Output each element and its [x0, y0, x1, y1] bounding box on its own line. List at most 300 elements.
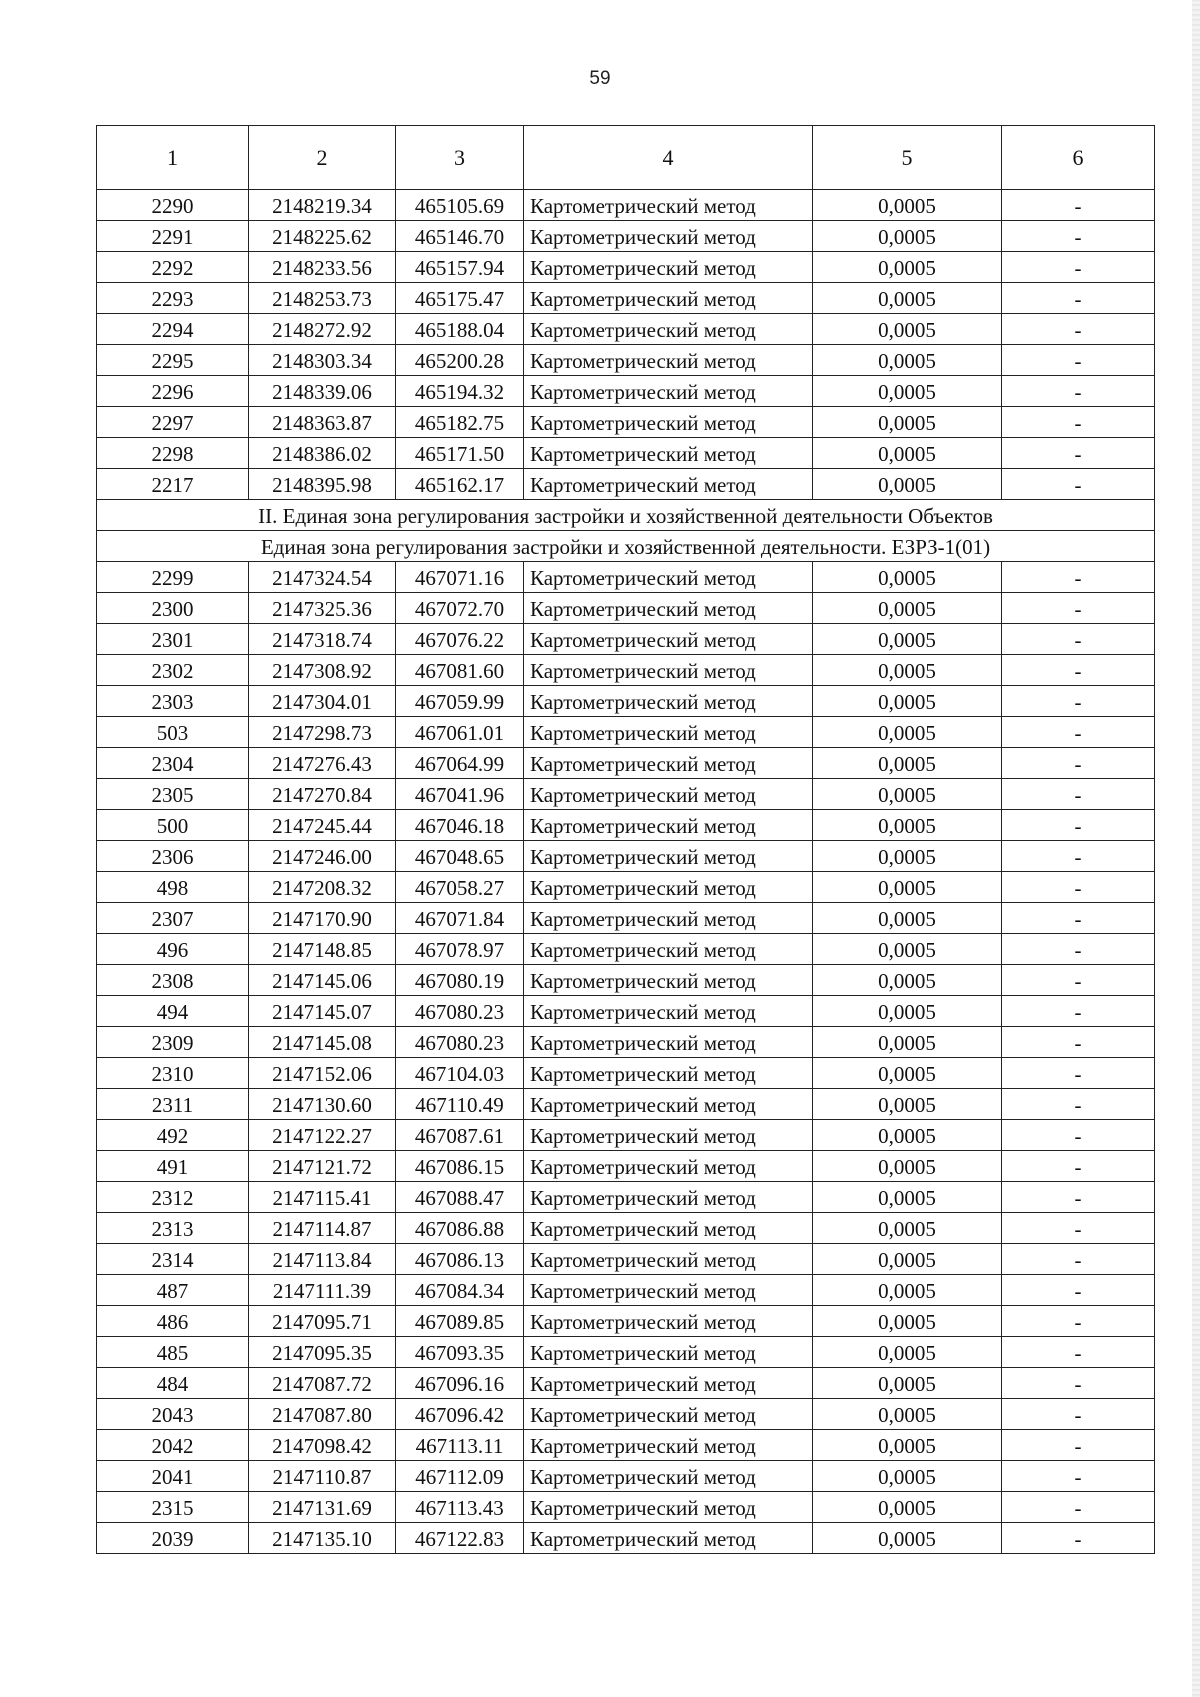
cell-y: 467113.11 [396, 1430, 524, 1461]
table-row [97, 686, 1155, 717]
table-row [97, 438, 1155, 469]
section-title: II. Единая зона регулирования застройки и хозяйственной деятельности Объектов [97, 500, 1155, 531]
cell-x: 2147087.72 [249, 1368, 396, 1399]
cell-note: - [1002, 1368, 1155, 1399]
cell-x: 2147095.35 [249, 1337, 396, 1368]
cell-method: Картометрический метод [524, 1120, 813, 1151]
table-row [97, 345, 1155, 376]
cell-method: Картометрический метод [524, 965, 813, 996]
cell-x: 2147298.73 [249, 717, 396, 748]
cell-y: 467112.09 [396, 1461, 524, 1492]
cell-method: Картометрический метод [524, 1368, 813, 1399]
cell-x: 2148253.73 [249, 283, 396, 314]
cell-id: 2313 [97, 1213, 249, 1244]
cell-y: 465200.28 [396, 345, 524, 376]
cell-y: 467061.01 [396, 717, 524, 748]
table-row [97, 965, 1155, 996]
cell-x: 2147304.01 [249, 686, 396, 717]
cell-id: 2309 [97, 1027, 249, 1058]
cell-x: 2148272.92 [249, 314, 396, 345]
table-row [97, 1213, 1155, 1244]
table-row [97, 1089, 1155, 1120]
cell-precision: 0,0005 [813, 748, 1002, 779]
table-row [97, 1337, 1155, 1368]
cell-x: 2147095.71 [249, 1306, 396, 1337]
cell-x: 2148363.87 [249, 407, 396, 438]
cell-y: 467046.18 [396, 810, 524, 841]
subsection-title: Единая зона регулирования застройки и хозяйственной деятельности. ЕЗРЗ-1(01) [97, 531, 1155, 562]
cell-precision: 0,0005 [813, 376, 1002, 407]
cell-note: - [1002, 1120, 1155, 1151]
cell-precision: 0,0005 [813, 903, 1002, 934]
cell-id: 2300 [97, 593, 249, 624]
cell-id: 2296 [97, 376, 249, 407]
cell-id: 2217 [97, 469, 249, 500]
cell-method: Картометрический метод [524, 252, 813, 283]
table-row [97, 407, 1155, 438]
cell-x: 2147276.43 [249, 748, 396, 779]
cell-precision: 0,0005 [813, 1275, 1002, 1306]
header-cell-1: 1 [97, 126, 249, 190]
cell-id: 2312 [97, 1182, 249, 1213]
cell-id: 2297 [97, 407, 249, 438]
cell-x: 2147270.84 [249, 779, 396, 810]
cell-method: Картометрический метод [524, 655, 813, 686]
section-title-row [97, 500, 1155, 531]
cell-x: 2148395.98 [249, 469, 396, 500]
cell-x: 2147145.07 [249, 996, 396, 1027]
cell-method: Картометрический метод [524, 1058, 813, 1089]
cell-y: 465182.75 [396, 407, 524, 438]
cell-id: 2305 [97, 779, 249, 810]
table-row [97, 1492, 1155, 1523]
cell-method: Картометрический метод [524, 1151, 813, 1182]
cell-precision: 0,0005 [813, 872, 1002, 903]
cell-id: 2041 [97, 1461, 249, 1492]
cell-y: 467084.34 [396, 1275, 524, 1306]
cell-note: - [1002, 314, 1155, 345]
cell-y: 467113.43 [396, 1492, 524, 1523]
header-cell-2: 2 [249, 126, 396, 190]
table-row [97, 376, 1155, 407]
cell-id: 2294 [97, 314, 249, 345]
table-row [97, 1306, 1155, 1337]
cell-precision: 0,0005 [813, 1058, 1002, 1089]
cell-precision: 0,0005 [813, 717, 1002, 748]
table-row [97, 1244, 1155, 1275]
cell-precision: 0,0005 [813, 1399, 1002, 1430]
cell-id: 2304 [97, 748, 249, 779]
cell-method: Картометрический метод [524, 1461, 813, 1492]
cell-precision: 0,0005 [813, 438, 1002, 469]
cell-y: 467122.83 [396, 1523, 524, 1554]
table-row [97, 1058, 1155, 1089]
cell-precision: 0,0005 [813, 1523, 1002, 1554]
cell-precision: 0,0005 [813, 1492, 1002, 1523]
cell-x: 2148303.34 [249, 345, 396, 376]
cell-y: 465146.70 [396, 221, 524, 252]
cell-x: 2148386.02 [249, 438, 396, 469]
cell-precision: 0,0005 [813, 1430, 1002, 1461]
cell-id: 2311 [97, 1089, 249, 1120]
cell-y: 467086.13 [396, 1244, 524, 1275]
cell-id: 486 [97, 1306, 249, 1337]
cell-method: Картометрический метод [524, 1089, 813, 1120]
table-row [97, 221, 1155, 252]
scan-edge [1192, 0, 1200, 1697]
cell-method: Картометрический метод [524, 686, 813, 717]
cell-note: - [1002, 841, 1155, 872]
cell-note: - [1002, 1399, 1155, 1430]
header-cell-6: 6 [1002, 126, 1155, 190]
cell-id: 491 [97, 1151, 249, 1182]
table-row [97, 748, 1155, 779]
cell-note: - [1002, 717, 1155, 748]
cell-precision: 0,0005 [813, 221, 1002, 252]
cell-precision: 0,0005 [813, 1182, 1002, 1213]
cell-note: - [1002, 872, 1155, 903]
cell-y: 465171.50 [396, 438, 524, 469]
table-row [97, 1151, 1155, 1182]
cell-x: 2147170.90 [249, 903, 396, 934]
cell-x: 2148219.34 [249, 190, 396, 221]
cell-precision: 0,0005 [813, 407, 1002, 438]
cell-x: 2147111.39 [249, 1275, 396, 1306]
page-number: 59 [589, 68, 611, 89]
cell-note: - [1002, 1213, 1155, 1244]
cell-id: 503 [97, 717, 249, 748]
cell-note: - [1002, 283, 1155, 314]
cell-y: 467096.16 [396, 1368, 524, 1399]
cell-method: Картометрический метод [524, 1492, 813, 1523]
cell-note: - [1002, 407, 1155, 438]
cell-y: 467059.99 [396, 686, 524, 717]
cell-id: 2291 [97, 221, 249, 252]
table-row [97, 1523, 1155, 1554]
cell-note: - [1002, 252, 1155, 283]
table-row [97, 624, 1155, 655]
cell-precision: 0,0005 [813, 996, 1002, 1027]
cell-method: Картометрический метод [524, 810, 813, 841]
cell-note: - [1002, 593, 1155, 624]
cell-note: - [1002, 469, 1155, 500]
cell-y: 467078.97 [396, 934, 524, 965]
cell-precision: 0,0005 [813, 469, 1002, 500]
cell-id: 2314 [97, 1244, 249, 1275]
cell-x: 2147087.80 [249, 1399, 396, 1430]
cell-x: 2147122.27 [249, 1120, 396, 1151]
table-row [97, 1368, 1155, 1399]
cell-note: - [1002, 1244, 1155, 1275]
cell-x: 2147110.87 [249, 1461, 396, 1492]
cell-x: 2148233.56 [249, 252, 396, 283]
cell-y: 465157.94 [396, 252, 524, 283]
cell-note: - [1002, 1182, 1155, 1213]
cell-note: - [1002, 1523, 1155, 1554]
cell-y: 465162.17 [396, 469, 524, 500]
cell-method: Картометрический метод [524, 748, 813, 779]
cell-method: Картометрический метод [524, 221, 813, 252]
cell-id: 2295 [97, 345, 249, 376]
cell-method: Картометрический метод [524, 438, 813, 469]
cell-precision: 0,0005 [813, 1337, 1002, 1368]
cell-x: 2147208.32 [249, 872, 396, 903]
table-row [97, 283, 1155, 314]
table-row [97, 872, 1155, 903]
table-row [97, 562, 1155, 593]
cell-method: Картометрический метод [524, 1213, 813, 1244]
cell-precision: 0,0005 [813, 1213, 1002, 1244]
header-cell-3: 3 [396, 126, 524, 190]
cell-method: Картометрический метод [524, 562, 813, 593]
cell-note: - [1002, 1306, 1155, 1337]
cell-precision: 0,0005 [813, 810, 1002, 841]
table-row [97, 779, 1155, 810]
cell-precision: 0,0005 [813, 934, 1002, 965]
cell-id: 496 [97, 934, 249, 965]
cell-y: 467058.27 [396, 872, 524, 903]
cell-method: Картометрический метод [524, 283, 813, 314]
cell-id: 500 [97, 810, 249, 841]
cell-precision: 0,0005 [813, 593, 1002, 624]
cell-method: Картометрический метод [524, 1523, 813, 1554]
cell-id: 484 [97, 1368, 249, 1399]
cell-y: 467071.84 [396, 903, 524, 934]
cell-precision: 0,0005 [813, 252, 1002, 283]
cell-precision: 0,0005 [813, 1120, 1002, 1151]
cell-x: 2147324.54 [249, 562, 396, 593]
cell-x: 2147114.87 [249, 1213, 396, 1244]
cell-method: Картометрический метод [524, 841, 813, 872]
cell-id: 2293 [97, 283, 249, 314]
cell-id: 487 [97, 1275, 249, 1306]
cell-method: Картометрический метод [524, 1244, 813, 1275]
cell-x: 2148339.06 [249, 376, 396, 407]
cell-precision: 0,0005 [813, 841, 1002, 872]
cell-id: 494 [97, 996, 249, 1027]
cell-method: Картометрический метод [524, 779, 813, 810]
cell-y: 467086.88 [396, 1213, 524, 1244]
cell-method: Картометрический метод [524, 624, 813, 655]
cell-y: 467081.60 [396, 655, 524, 686]
cell-note: - [1002, 624, 1155, 655]
table-body [97, 126, 1155, 1554]
cell-x: 2147145.08 [249, 1027, 396, 1058]
table-row [97, 1120, 1155, 1151]
cell-note: - [1002, 1430, 1155, 1461]
cell-id: 2301 [97, 624, 249, 655]
cell-id: 498 [97, 872, 249, 903]
cell-x: 2147152.06 [249, 1058, 396, 1089]
cell-method: Картометрический метод [524, 407, 813, 438]
cell-note: - [1002, 655, 1155, 686]
cell-note: - [1002, 1058, 1155, 1089]
table-row [97, 1399, 1155, 1430]
cell-x: 2147135.10 [249, 1523, 396, 1554]
cell-y: 467093.35 [396, 1337, 524, 1368]
table-row [97, 190, 1155, 221]
cell-note: - [1002, 1492, 1155, 1523]
header-cell-5: 5 [813, 126, 1002, 190]
cell-method: Картометрический метод [524, 903, 813, 934]
cell-note: - [1002, 438, 1155, 469]
cell-id: 492 [97, 1120, 249, 1151]
cell-y: 467076.22 [396, 624, 524, 655]
cell-y: 467080.23 [396, 996, 524, 1027]
cell-note: - [1002, 1027, 1155, 1058]
cell-id: 2306 [97, 841, 249, 872]
cell-precision: 0,0005 [813, 1244, 1002, 1275]
cell-y: 467087.61 [396, 1120, 524, 1151]
cell-id: 2307 [97, 903, 249, 934]
table-row [97, 1027, 1155, 1058]
table-row [97, 717, 1155, 748]
cell-method: Картометрический метод [524, 376, 813, 407]
cell-precision: 0,0005 [813, 1368, 1002, 1399]
cell-x: 2147130.60 [249, 1089, 396, 1120]
cell-method: Картометрический метод [524, 1027, 813, 1058]
cell-id: 2315 [97, 1492, 249, 1523]
cell-method: Картометрический метод [524, 314, 813, 345]
cell-x: 2147325.36 [249, 593, 396, 624]
cell-method: Картометрический метод [524, 717, 813, 748]
cell-precision: 0,0005 [813, 1461, 1002, 1492]
cell-method: Картометрический метод [524, 996, 813, 1027]
cell-y: 467080.19 [396, 965, 524, 996]
cell-x: 2148225.62 [249, 221, 396, 252]
cell-precision: 0,0005 [813, 965, 1002, 996]
cell-y: 467104.03 [396, 1058, 524, 1089]
cell-y: 467096.42 [396, 1399, 524, 1430]
cell-note: - [1002, 965, 1155, 996]
cell-id: 2043 [97, 1399, 249, 1430]
header-cell-4: 4 [524, 126, 813, 190]
table-row [97, 1430, 1155, 1461]
cell-note: - [1002, 903, 1155, 934]
cell-x: 2147245.44 [249, 810, 396, 841]
table-row [97, 655, 1155, 686]
cell-y: 467071.16 [396, 562, 524, 593]
cell-precision: 0,0005 [813, 655, 1002, 686]
table-row [97, 252, 1155, 283]
cell-method: Картометрический метод [524, 190, 813, 221]
table-row [97, 469, 1155, 500]
cell-note: - [1002, 1151, 1155, 1182]
cell-y: 467110.49 [396, 1089, 524, 1120]
cell-precision: 0,0005 [813, 562, 1002, 593]
cell-note: - [1002, 1275, 1155, 1306]
cell-method: Картометрический метод [524, 1430, 813, 1461]
cell-note: - [1002, 376, 1155, 407]
cell-id: 2290 [97, 190, 249, 221]
cell-precision: 0,0005 [813, 779, 1002, 810]
cell-method: Картометрический метод [524, 469, 813, 500]
cell-method: Картометрический метод [524, 1182, 813, 1213]
cell-note: - [1002, 221, 1155, 252]
cell-method: Картометрический метод [524, 872, 813, 903]
cell-method: Картометрический метод [524, 593, 813, 624]
table-row [97, 593, 1155, 624]
cell-method: Картометрический метод [524, 1399, 813, 1430]
cell-y: 465194.32 [396, 376, 524, 407]
cell-note: - [1002, 934, 1155, 965]
cell-id: 485 [97, 1337, 249, 1368]
table-row [97, 1275, 1155, 1306]
cell-note: - [1002, 996, 1155, 1027]
cell-note: - [1002, 562, 1155, 593]
table-row [97, 903, 1155, 934]
cell-id: 2039 [97, 1523, 249, 1554]
cell-y: 465105.69 [396, 190, 524, 221]
cell-y: 467064.99 [396, 748, 524, 779]
table-row [97, 314, 1155, 345]
coordinates-table [96, 125, 1155, 1554]
cell-precision: 0,0005 [813, 1151, 1002, 1182]
cell-precision: 0,0005 [813, 1306, 1002, 1337]
cell-note: - [1002, 810, 1155, 841]
cell-precision: 0,0005 [813, 686, 1002, 717]
cell-x: 2147113.84 [249, 1244, 396, 1275]
cell-x: 2147115.41 [249, 1182, 396, 1213]
table-row [97, 810, 1155, 841]
table-row [97, 934, 1155, 965]
table-row [97, 996, 1155, 1027]
cell-id: 2303 [97, 686, 249, 717]
cell-note: - [1002, 779, 1155, 810]
table-row [97, 841, 1155, 872]
cell-id: 2292 [97, 252, 249, 283]
cell-y: 467088.47 [396, 1182, 524, 1213]
cell-x: 2147308.92 [249, 655, 396, 686]
cell-method: Картометрический метод [524, 1306, 813, 1337]
cell-x: 2147121.72 [249, 1151, 396, 1182]
cell-id: 2302 [97, 655, 249, 686]
cell-note: - [1002, 686, 1155, 717]
cell-id: 2298 [97, 438, 249, 469]
table-row [97, 1461, 1155, 1492]
cell-x: 2147246.00 [249, 841, 396, 872]
cell-x: 2147131.69 [249, 1492, 396, 1523]
cell-method: Картометрический метод [524, 1275, 813, 1306]
cell-precision: 0,0005 [813, 1089, 1002, 1120]
cell-precision: 0,0005 [813, 1027, 1002, 1058]
cell-id: 2308 [97, 965, 249, 996]
cell-id: 2299 [97, 562, 249, 593]
cell-note: - [1002, 1337, 1155, 1368]
cell-y: 465188.04 [396, 314, 524, 345]
cell-y: 465175.47 [396, 283, 524, 314]
cell-precision: 0,0005 [813, 345, 1002, 376]
cell-note: - [1002, 1461, 1155, 1492]
cell-x: 2147098.42 [249, 1430, 396, 1461]
cell-y: 467080.23 [396, 1027, 524, 1058]
cell-y: 467041.96 [396, 779, 524, 810]
cell-x: 2147145.06 [249, 965, 396, 996]
cell-note: - [1002, 1089, 1155, 1120]
cell-y: 467089.85 [396, 1306, 524, 1337]
cell-method: Картометрический метод [524, 345, 813, 376]
cell-y: 467086.15 [396, 1151, 524, 1182]
cell-note: - [1002, 748, 1155, 779]
cell-id: 2310 [97, 1058, 249, 1089]
cell-precision: 0,0005 [813, 283, 1002, 314]
cell-note: - [1002, 190, 1155, 221]
cell-method: Картометрический метод [524, 1337, 813, 1368]
cell-precision: 0,0005 [813, 190, 1002, 221]
cell-y: 467072.70 [396, 593, 524, 624]
subsection-title-row [97, 531, 1155, 562]
cell-note: - [1002, 345, 1155, 376]
